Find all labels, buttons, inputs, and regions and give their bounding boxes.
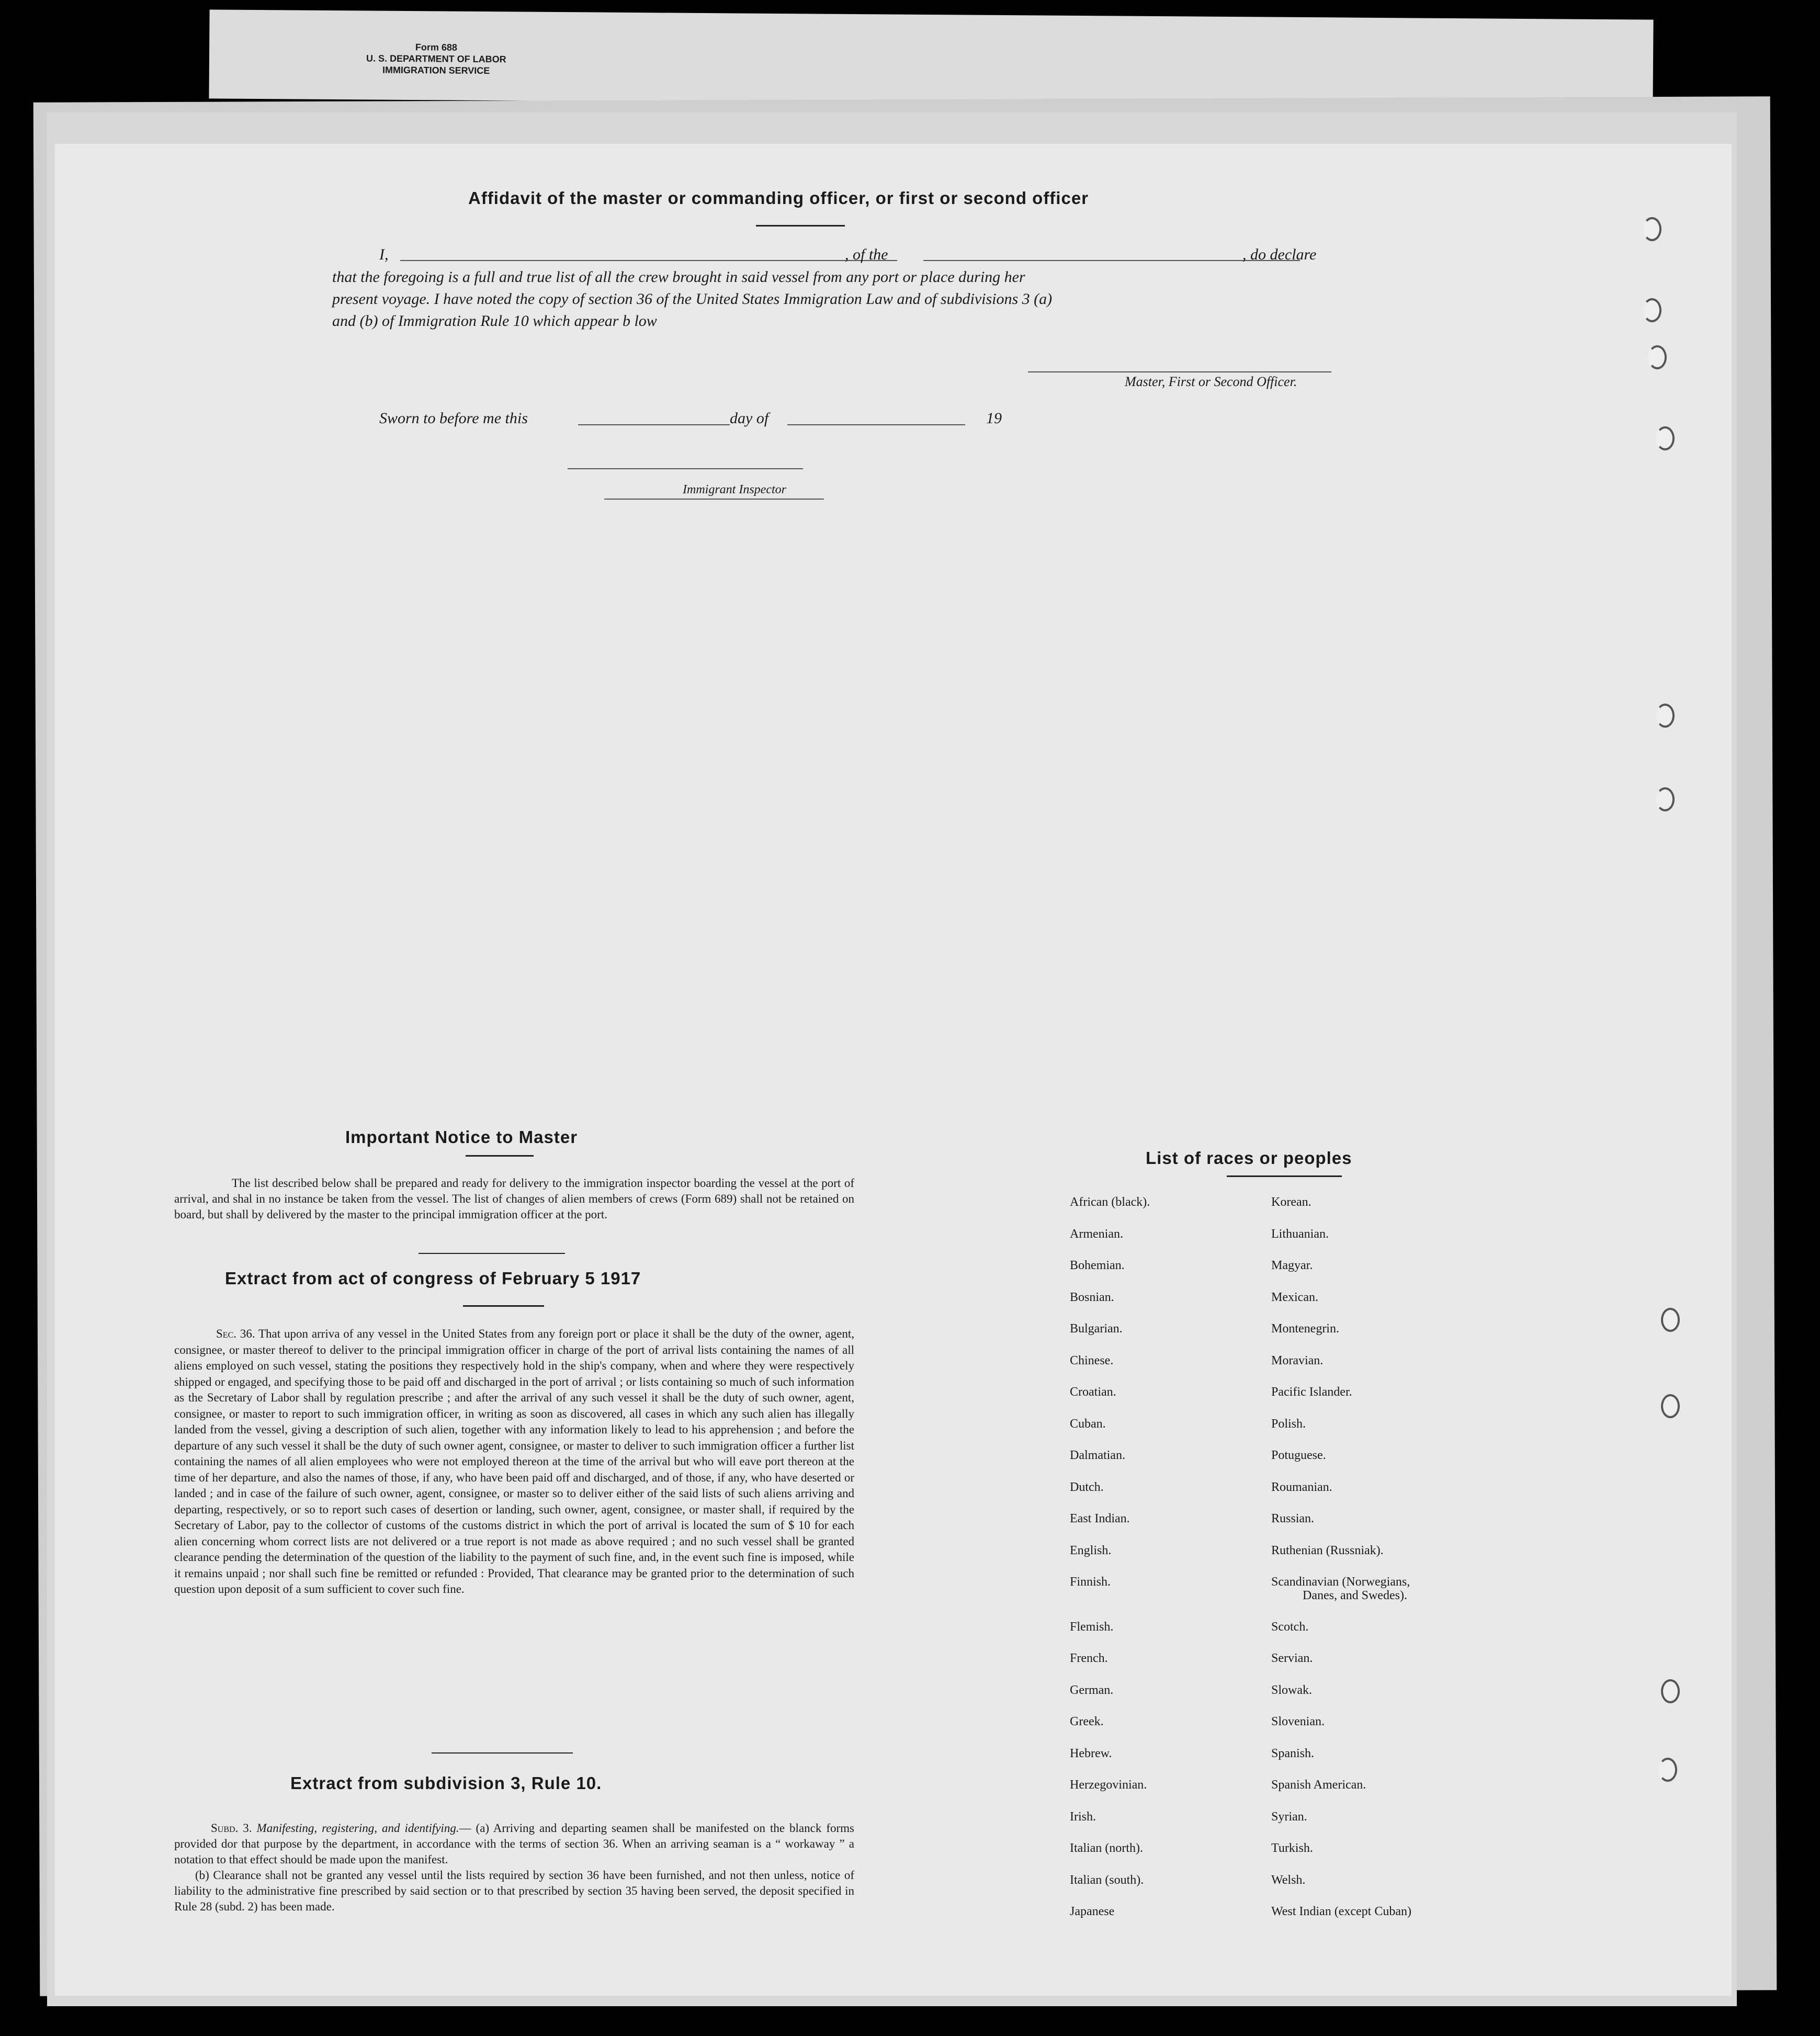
rule-title: Extract from subdivision 3, Rule 10. (290, 1773, 602, 1793)
race-item: Croatian. (1070, 1385, 1116, 1399)
divider (466, 1155, 534, 1157)
race-item: Greek. (1070, 1715, 1104, 1728)
form-header (366, 41, 506, 76)
race-item: Lithuanian. (1271, 1227, 1329, 1241)
binder-hole (1661, 1679, 1680, 1703)
divider (432, 1752, 573, 1754)
notice-title: Important Notice to Master (345, 1127, 578, 1147)
race-item: German. (1070, 1683, 1114, 1697)
race-item: Armenian. (1070, 1227, 1123, 1241)
rule-text-a: — (a) Arriving and departing seamen shall be manifested on the blanck forms provided dor that purpose by the department, in accordance with the terms of section 36. When an arriving seaman is a “ workaway ” a notation to that effect should be made upon the manifest. (174, 1822, 854, 1866)
race-item: Magyar. (1271, 1259, 1313, 1272)
rule-text-b: (b) Clearance shall not be granted any vessel until the lists required by section 36 have been furnished, and not then unless, notice of liability to the administrative fine prescribed by said section or to that prescribed by section 35 having been served, the deposit specified in Rule 28 (subd. 2) has been made. (174, 1869, 854, 1913)
race-item: Irish. (1070, 1809, 1096, 1824)
divider (1227, 1175, 1342, 1177)
rule-subd: Subd. 3. (211, 1822, 252, 1835)
department-name: U. S. DEPARTMENT OF LABOR (366, 53, 506, 65)
inspector-signature-line[interactable] (568, 468, 803, 469)
race-item: Mexican. (1271, 1290, 1318, 1304)
race-item: Scandinavian (Norwegians, (1271, 1575, 1410, 1589)
race-item: Ruthenian (Russniak). (1271, 1543, 1384, 1557)
rule-heading: Manifesting, registering, and identifying. (256, 1822, 459, 1835)
form-number: Form 688 (415, 42, 458, 53)
race-item: Chinese. (1070, 1353, 1114, 1367)
affidavit-i: I, (379, 246, 389, 263)
form-tab (209, 9, 1653, 108)
binder-hole (1658, 1758, 1677, 1782)
race-item: Pacific Islander. (1271, 1385, 1352, 1399)
race-item: Welsh. (1271, 1873, 1306, 1887)
race-item: Moravian. (1271, 1353, 1324, 1367)
binder-hole (1661, 1394, 1680, 1418)
divider (756, 225, 845, 227)
binder-hole (1656, 787, 1675, 811)
divider (419, 1253, 565, 1254)
race-item: East Indian. (1070, 1512, 1130, 1525)
race-item: French. (1070, 1652, 1108, 1665)
binder-hole (1656, 704, 1675, 728)
race-item: Bosnian. (1070, 1290, 1114, 1304)
notice-body: The list described below shall be prepared and ready for delivery to the immigration inspector boarding the vessel at the port of arrival, and shal in no instance be taken from the vessel. The list of changes of alien members of crews (Form 689) shall not be retained on board, but shall by delivered by the master to the principal immigration officer at the port. (174, 1177, 854, 1221)
affidavit-line-3: present voyage. I have noted the copy of section 36 of the United States Immigration Law and of subdivisions 3 (a) (332, 290, 1053, 308)
sworn-label: Sworn to before me this (379, 410, 528, 427)
race-item: Dalmatian. (1070, 1449, 1125, 1462)
act-body (174, 1326, 854, 1598)
race-item: Japanese (1070, 1905, 1115, 1918)
inspector-caption: Immigrant Inspector (683, 483, 786, 496)
service-name: IMMIGRATION SERVICE (382, 64, 490, 76)
affidavit-title: Affidavit of the master or commanding officer, or first or second officer (468, 188, 1089, 208)
race-item: Potuguese. (1271, 1449, 1326, 1462)
act-section: Sec. 36. (216, 1327, 255, 1340)
race-item: Spanish. (1271, 1746, 1315, 1760)
race-item: Flemish. (1070, 1620, 1114, 1634)
race-item: Bohemian. (1070, 1259, 1125, 1272)
race-item: Scotch. (1271, 1620, 1309, 1634)
race-item: Polish. (1271, 1417, 1306, 1431)
race-item: Italian (south). (1070, 1873, 1144, 1887)
rule-body (174, 1820, 854, 1915)
inspector-line-2 (604, 499, 824, 500)
race-item: Bulgarian. (1070, 1322, 1123, 1336)
race-item: West Indian (except Cuban) (1271, 1905, 1411, 1918)
act-title: Extract from act of congress of February 5 1917 (225, 1269, 641, 1288)
affidavit-line-4: and (b) of Immigration Rule 10 which appear b low (332, 312, 657, 330)
race-item: Korean. (1271, 1195, 1312, 1209)
race-item: Servian. (1271, 1652, 1313, 1665)
race-item: Italian (north). (1070, 1841, 1143, 1855)
race-item: Danes, and Swedes). (1303, 1589, 1407, 1602)
divider (463, 1305, 544, 1307)
day-of-label: day of (730, 410, 769, 427)
race-item: Hebrew. (1070, 1746, 1112, 1760)
signature-caption: Master, First or Second Officer. (1125, 374, 1297, 389)
race-item: Russian. (1271, 1512, 1315, 1525)
year-label: 19 (986, 410, 1002, 427)
binder-hole (1661, 1308, 1680, 1332)
race-item: Roumanian. (1271, 1480, 1332, 1494)
race-item: Herzegovinian. (1070, 1778, 1147, 1792)
race-item: Montenegrin. (1271, 1322, 1339, 1336)
race-item: Syrian. (1271, 1809, 1307, 1824)
race-item: Slovenian. (1271, 1715, 1325, 1728)
sworn-day-field[interactable] (578, 424, 730, 425)
sworn-month-field[interactable] (787, 424, 965, 425)
binder-hole (1656, 426, 1675, 450)
race-item: African (black). (1070, 1195, 1150, 1209)
binder-hole (1643, 298, 1661, 322)
race-item: Turkish. (1271, 1841, 1313, 1855)
binder-hole (1648, 345, 1667, 369)
binder-hole (1643, 217, 1661, 241)
races-title: List of races or peoples (1146, 1148, 1352, 1168)
affidavit-declare: , do declare (1242, 246, 1317, 263)
race-item: Dutch. (1070, 1480, 1104, 1494)
race-item: Finnish. (1070, 1575, 1111, 1589)
race-item: Spanish American. (1271, 1778, 1366, 1792)
race-item: English. (1070, 1543, 1112, 1557)
document-page (55, 144, 1732, 1996)
race-item: Slowak. (1271, 1683, 1312, 1697)
race-item: Cuban. (1070, 1417, 1106, 1431)
affidavit-line-2: that the foregoing is a full and true list of all the crew brought in said vessel from any port or place during her (332, 268, 1025, 286)
signature-line[interactable] (1028, 371, 1331, 372)
affidavit-of-the: , of the (845, 246, 888, 263)
act-text: That upon arriva of any vessel in the United States from any foreign port or place it shall be the duty of the owner, agent, consignee, or master thereof to deliver to the principal immigration officer in charge of the port of arrival lists containing the names of all aliens employed on such vessel, stating the positions they respectively hold in the ship's company, when and where they were respectively shipped or engaged, and specifying those to be paid off and discharged in the port of arrival ; or lists containing so much of such information as the Secretary of Labor shall by regulation prescribe ; and after the arrival of any such vessel it shall be the duty of such owner, agent, consignee, or master to report to such immigration officer, in writing as soon as discovered, all cases in which any such alien has illegally landed from the vessel, giving a description of such alien, together with any information likely to lead to his apprehension ; and before the departure of any such vessel it shall be the duty of such owner agent, consignee, or master to deliver to such immigration officer a further list containing the names of all alien employees who were not employed thereon at the time of the arrival but who will eave port thereon at the time of her departure, and also the names of those, if any, who have been paid off and discharged, and of those, if any, who have deserted or landed ; and in case of the failure of such owner, agent, consignee, or master so to deliver either of the said lists of such aliens arriving and departing, respectively, or so to report such cases of desertion or landing, such owner, agent, consignee, or master shall, if required by the Secretary of Labor, pay to the collector of customs of the customs district in which the port of arrival is located the sum of $ 10 for each alien concerning whom correct lists are not delivered or a true report is not made as above required ; and no such vessel shall be granted clearance pending the determination of the question of the liability to the payment of such fine, and, in the event such fine is imposed, while it remains unpaid ; nor shall such fine be remitted or refunded : Provided, That clearance may be granted prior to the determination of such question upon deposit of a sum sufficient to cover such fine. (174, 1327, 854, 1596)
name-field[interactable] (400, 260, 897, 261)
